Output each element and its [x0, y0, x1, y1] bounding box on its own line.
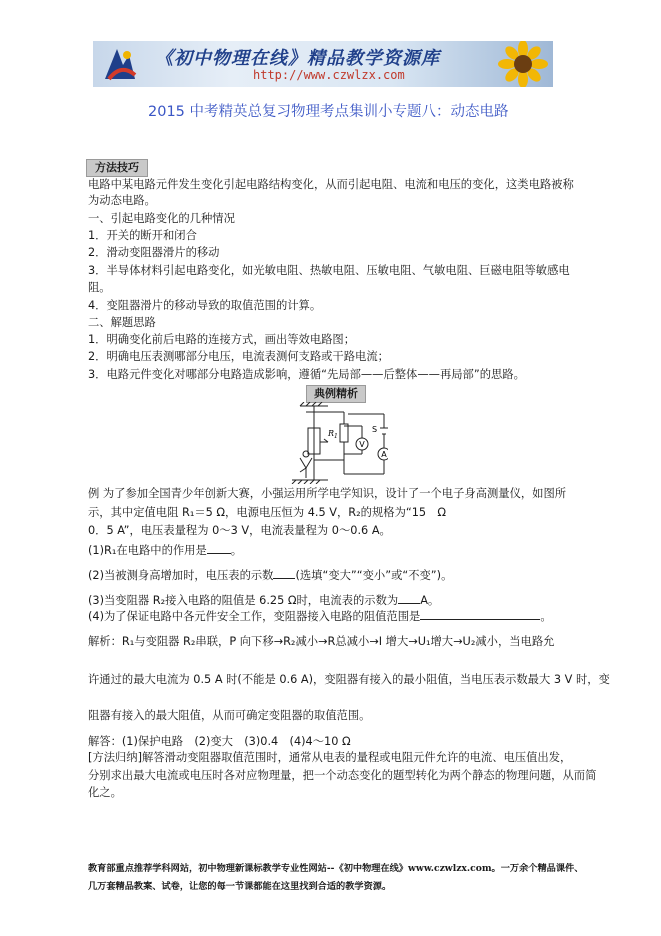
answer-line: 解答：(1)保护电路 (2)变大 (3)0.4 (4)4～10 Ω — [88, 735, 351, 748]
answer-blank[interactable] — [398, 592, 420, 604]
question-4-end: 。 — [540, 610, 552, 623]
example-line-2: 示，其中定值电阻 R₁＝5 Ω，电源电压恒为 4.5 V，R₂的规格为“15 Ω — [88, 506, 447, 519]
example-line-1: 例 为了参加全国青少年创新大赛，小强运用所学电学知识，设计了一个电子身高测量仪，如图所 — [88, 487, 567, 500]
question-1 — [88, 542, 242, 558]
section1-heading: 一、引起电路变化的几种情况 — [88, 212, 235, 225]
banner-url[interactable]: http://www.czwlzx.com — [253, 68, 405, 82]
question-1-text: (1)R₁在电路中的作用是 — [88, 544, 207, 557]
section1-item: 1．开关的断开和闭合 — [88, 229, 197, 242]
analysis-line-2: 许通过的最大电流为 0.5 A 时(不能是 0.6 A)，变阻器有接入的最小阻值，当电压表示数最大 3 V 时，变 — [88, 673, 610, 686]
example-label: 典例精析 — [306, 385, 366, 403]
circuit-diagram — [288, 402, 388, 484]
question-4-text: (4)为了保证电路中各元件安全工作，变阻器接入电路的阻值范围是 — [88, 610, 421, 623]
answer-blank[interactable] — [420, 608, 540, 620]
answer-blank[interactable] — [207, 542, 231, 554]
section2-item: 3．电路元件变化对哪部分电路造成影响，遵循“先局部——后整体——再局部”的思路。 — [88, 368, 525, 381]
banner-site-name: 《初中物理在线》精品教学资源库 — [155, 48, 440, 69]
ammeter-label: A — [381, 450, 387, 459]
question-3 — [88, 592, 439, 608]
analysis-line-3: 阻器有接入的最大阻值，从而可确定变阻器的取值范围。 — [88, 709, 371, 722]
intro-line-2: 为动态电路。 — [88, 194, 156, 207]
intro-line-1: 电路中某电路元件发生变化引起电路结构变化，从而引起电阻、电流和电压的变化，这类电路被称 — [88, 178, 574, 191]
footer-line-1: 教育部重点推荐学科网站，初中物理新课标教学专业性网站--《初中物理在线》www.czwlzx.com。一万余个精品课件、 — [88, 863, 584, 874]
question-3-end: A。 — [420, 594, 440, 607]
section1-item: 阻。 — [88, 281, 111, 294]
footer-line-2: 几万套精品教案、试卷，让您的每一节课都能在这里找到合适的教学资源。 — [88, 881, 392, 892]
page-title: 2015 中考精英总复习物理考点集训小专题八：动态电路 — [148, 104, 509, 120]
site-logo-icon — [99, 45, 139, 83]
summary-line-1: [方法归纳]解答滑动变阻器取值范围时，通常从电表的量程或电阻元件允许的电流、电压值出发， — [88, 751, 572, 764]
sunflower-icon — [493, 41, 553, 87]
question-4 — [88, 608, 552, 624]
section2-item: 1．明确变化前后电路的连接方式，画出等效电路图； — [88, 333, 356, 346]
analysis-line-1: 解析：R₁与变阻器 R₂串联，P 向下移→R₂减小→R总减小→I 增大→U₁增大→U₂减小，当电路允 — [88, 635, 555, 648]
section2-heading: 二、解题思路 — [88, 316, 156, 329]
answer-blank[interactable] — [273, 567, 295, 579]
summary-line-3: 化之。 — [88, 786, 122, 799]
section1-item: 4．变阻器滑片的移动导致的取值范围的计算。 — [88, 299, 322, 312]
resistor-label: $R_1$ — [328, 429, 338, 440]
example-line-3: 0．5 A”，电压表量程为 0～3 V，电流表量程为 0～0.6 A。 — [88, 524, 391, 537]
summary-line-2: 分别求出最大电流或电压时各对应物理量，把一个动态变化的题型转化为两个静态的物理问题，从而简 — [88, 769, 597, 782]
section1-item: 2．滑动变阻器滑片的移动 — [88, 246, 220, 259]
voltmeter-label: V — [359, 440, 365, 449]
question-1-end: 。 — [230, 544, 243, 557]
header-banner — [93, 41, 553, 87]
section1-item: 3．半导体材料引起电路变化，如光敏电阻、热敏电阻、压敏电阻、气敏电阻、巨磁电阻等敏感电 — [88, 264, 570, 277]
method-label: 方法技巧 — [86, 159, 148, 177]
switch-label: S — [372, 425, 378, 434]
section2-item: 2．明确电压表测哪部分电压，电流表测何支路或干路电流； — [88, 350, 389, 363]
question-2 — [88, 567, 452, 583]
question-2-text: (2)当被测身高增加时，电压表的示数 — [88, 569, 274, 582]
question-2-end: (选填“变大”“变小”或“不变”)。 — [295, 569, 453, 582]
question-3-text: (3)当变阻器 R₂接入电路的阻值是 6.25 Ω时，电流表的示数为 — [88, 594, 399, 607]
